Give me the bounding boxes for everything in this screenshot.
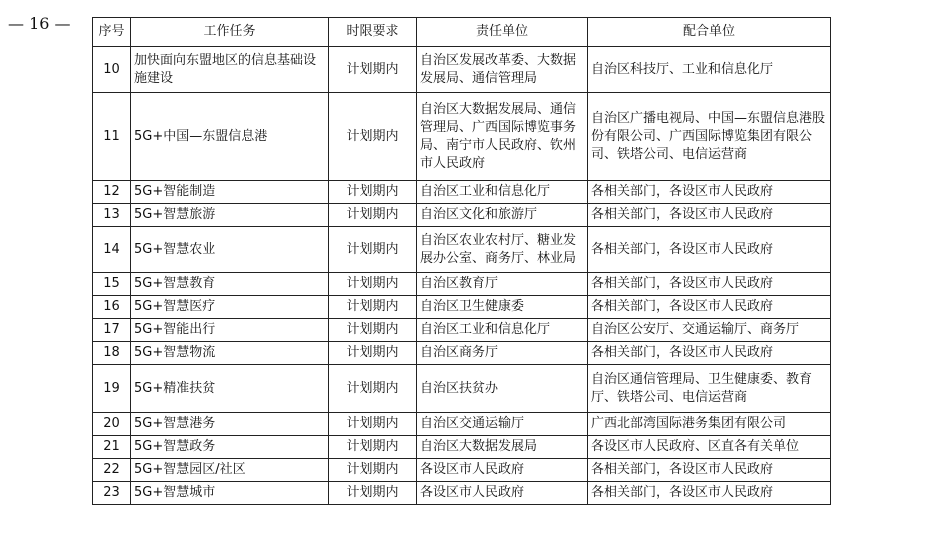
cooperating-unit-cell: 各相关部门，各设区市人民政府 xyxy=(588,342,831,365)
table-body xyxy=(93,47,831,505)
responsible-unit-cell: 自治区农业农村厅、糖业发展办公室、商务厅、林业局 xyxy=(417,227,588,273)
row-number: 11 xyxy=(93,93,131,181)
table-row xyxy=(93,273,831,296)
cooperating-unit-cell: 广西北部湾国际港务集团有限公司 xyxy=(588,413,831,436)
cooperating-unit-cell: 自治区公安厅、交通运输厅、商务厅 xyxy=(588,319,831,342)
table-row xyxy=(93,365,831,413)
responsible-unit-cell: 自治区大数据发展局 xyxy=(417,436,588,459)
page-number: — 16 — xyxy=(8,14,71,33)
responsible-unit-cell: 自治区工业和信息化厅 xyxy=(417,181,588,204)
deadline-cell: 计划期内 xyxy=(329,204,417,227)
table-row xyxy=(93,482,831,505)
table-row xyxy=(93,459,831,482)
row-number: 22 xyxy=(93,459,131,482)
header-responsible: 责任单位 xyxy=(417,18,588,47)
row-number: 14 xyxy=(93,227,131,273)
deadline-cell: 计划期内 xyxy=(329,273,417,296)
deadline-cell: 计划期内 xyxy=(329,436,417,459)
cooperating-unit-cell: 各相关部门，各设区市人民政府 xyxy=(588,296,831,319)
responsible-unit-cell: 自治区卫生健康委 xyxy=(417,296,588,319)
task-cell: 5G+智能制造 xyxy=(131,181,329,204)
task-cell: 加快面向东盟地区的信息基础设施建设 xyxy=(131,47,329,93)
row-number: 19 xyxy=(93,365,131,413)
responsible-unit-cell: 自治区大数据发展局、通信管理局、广西国际博览事务局、南宁市人民政府、钦州市人民政府 xyxy=(417,93,588,181)
cooperating-unit-cell: 各相关部门，各设区市人民政府 xyxy=(588,273,831,296)
cooperating-unit-cell: 自治区广播电视局、中国—东盟信息港股份有限公司、广西国际博览集团有限公司、铁塔公司、电信运营商 xyxy=(588,93,831,181)
header-deadline: 时限要求 xyxy=(329,18,417,47)
deadline-cell: 计划期内 xyxy=(329,319,417,342)
table-row xyxy=(93,319,831,342)
task-cell: 5G+智慧城市 xyxy=(131,482,329,505)
task-cell: 5G+智慧农业 xyxy=(131,227,329,273)
task-cell: 5G+智慧园区/社区 xyxy=(131,459,329,482)
responsible-unit-cell: 自治区交通运输厅 xyxy=(417,413,588,436)
task-cell: 5G+智慧政务 xyxy=(131,436,329,459)
responsible-unit-cell: 自治区工业和信息化厅 xyxy=(417,319,588,342)
cooperating-unit-cell: 各相关部门，各设区市人民政府 xyxy=(588,482,831,505)
task-table xyxy=(92,17,831,505)
responsible-unit-cell: 自治区发展改革委、大数据发展局、通信管理局 xyxy=(417,47,588,93)
task-cell: 5G+智慧旅游 xyxy=(131,204,329,227)
cooperating-unit-cell: 各相关部门，各设区市人民政府 xyxy=(588,181,831,204)
deadline-cell: 计划期内 xyxy=(329,459,417,482)
row-number: 23 xyxy=(93,482,131,505)
responsible-unit-cell: 自治区商务厅 xyxy=(417,342,588,365)
table-row xyxy=(93,296,831,319)
responsible-unit-cell: 自治区扶贫办 xyxy=(417,365,588,413)
task-cell: 5G+中国—东盟信息港 xyxy=(131,93,329,181)
cooperating-unit-cell: 各相关部门，各设区市人民政府 xyxy=(588,227,831,273)
deadline-cell: 计划期内 xyxy=(329,413,417,436)
header-num: 序号 xyxy=(93,18,131,47)
cooperating-unit-cell: 各设区市人民政府、区直各有关单位 xyxy=(588,436,831,459)
cooperating-unit-cell: 各相关部门，各设区市人民政府 xyxy=(588,204,831,227)
cooperating-unit-cell: 自治区通信管理局、卫生健康委、教育厅、铁塔公司、电信运营商 xyxy=(588,365,831,413)
table-row xyxy=(93,436,831,459)
responsible-unit-cell: 自治区文化和旅游厅 xyxy=(417,204,588,227)
deadline-cell: 计划期内 xyxy=(329,181,417,204)
row-number: 20 xyxy=(93,413,131,436)
row-number: 12 xyxy=(93,181,131,204)
table-row xyxy=(93,181,831,204)
deadline-cell: 计划期内 xyxy=(329,47,417,93)
row-number: 16 xyxy=(93,296,131,319)
row-number: 13 xyxy=(93,204,131,227)
row-number: 17 xyxy=(93,319,131,342)
task-cell: 5G+智能出行 xyxy=(131,319,329,342)
deadline-cell: 计划期内 xyxy=(329,296,417,319)
row-number: 10 xyxy=(93,47,131,93)
responsible-unit-cell: 各设区市人民政府 xyxy=(417,459,588,482)
header-task: 工作任务 xyxy=(131,18,329,47)
deadline-cell: 计划期内 xyxy=(329,342,417,365)
row-number: 15 xyxy=(93,273,131,296)
table-row xyxy=(93,93,831,181)
deadline-cell: 计划期内 xyxy=(329,93,417,181)
table-row xyxy=(93,47,831,93)
deadline-cell: 计划期内 xyxy=(329,482,417,505)
row-number: 18 xyxy=(93,342,131,365)
task-cell: 5G+智慧物流 xyxy=(131,342,329,365)
deadline-cell: 计划期内 xyxy=(329,365,417,413)
task-cell: 5G+智慧医疗 xyxy=(131,296,329,319)
task-cell: 5G+智慧港务 xyxy=(131,413,329,436)
cooperating-unit-cell: 各相关部门，各设区市人民政府 xyxy=(588,459,831,482)
table-row xyxy=(93,227,831,273)
table-header-row xyxy=(93,18,831,47)
table-row xyxy=(93,204,831,227)
row-number: 21 xyxy=(93,436,131,459)
task-cell: 5G+精准扶贫 xyxy=(131,365,329,413)
deadline-cell: 计划期内 xyxy=(329,227,417,273)
header-cooperating: 配合单位 xyxy=(588,18,831,47)
cooperating-unit-cell: 自治区科技厅、工业和信息化厅 xyxy=(588,47,831,93)
task-cell: 5G+智慧教育 xyxy=(131,273,329,296)
responsible-unit-cell: 自治区教育厅 xyxy=(417,273,588,296)
table-row xyxy=(93,413,831,436)
responsible-unit-cell: 各设区市人民政府 xyxy=(417,482,588,505)
table-row xyxy=(93,342,831,365)
